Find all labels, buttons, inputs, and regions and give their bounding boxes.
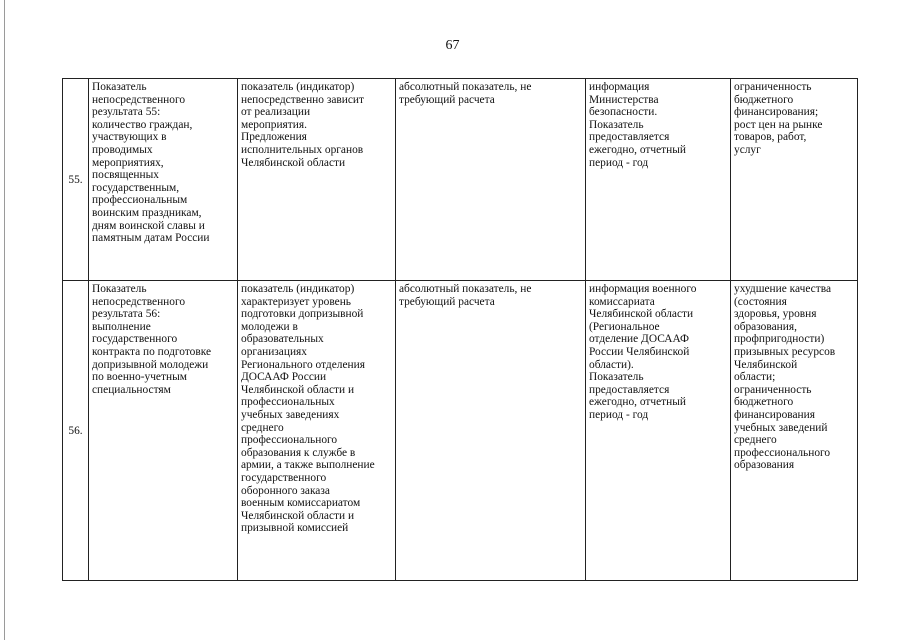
- calculation-method: абсолютный показатель, не требующий расчета: [396, 79, 586, 281]
- page-edge-line: [4, 0, 5, 640]
- indicators-table: [62, 78, 858, 581]
- table-row: [63, 79, 858, 281]
- indicator-dependency: показатель (индикатор) непосредственно зависит от реализации мероприятия. Предложения исполнительных органов Челябинской области: [238, 79, 396, 281]
- information-source: информация Министерства безопасности. Показатель предоставляется ежегодно, отчетный период - год: [586, 79, 731, 281]
- calculation-method: абсолютный показатель, не требующий расчета: [396, 281, 586, 581]
- page-number: 67: [445, 38, 460, 53]
- row-number: 55.: [63, 79, 89, 281]
- row-number: 56.: [63, 281, 89, 581]
- indicator-name: Показатель непосредственного результата 56: выполнение государственного контракта по подготовке допризывной молодежи по военно-учетным специальностям: [89, 281, 238, 581]
- risk-factors: ограниченность бюджетного финансирования; рост цен на рынке товаров, работ, услуг: [731, 79, 858, 281]
- information-source: информация военного комиссариата Челябинской области (Региональное отделение ДОСААФ России Челябинской области). Показатель предоставляется ежегодно, отчетный период - год: [586, 281, 731, 581]
- indicator-name: Показатель непосредственного результата 55: количество граждан, участвующих в проводимых мероприятиях, посвященных государственным, профессиональным воинским праздникам, дням воинской славы и памятным датам России: [89, 79, 238, 281]
- table-row: [63, 281, 858, 581]
- risk-factors: ухудшение качества (состояния здоровья, уровня образования, профпригодности) призывных ресурсов Челябинской области; ограниченность бюджетного финансирования учебных заведений среднего профессионального образования: [731, 281, 858, 581]
- indicator-dependency: показатель (индикатор) характеризует уровень подготовки допризывной молодежи в образовательных организациях Регионального отделения ДОСААФ России Челябинской области и профессиональных учебных заведениях среднего профессионального образования к службе в армии, а также выполнение государственного оборонного заказа военным комиссариатом Челябинской области и призывной комиссией: [238, 281, 396, 581]
